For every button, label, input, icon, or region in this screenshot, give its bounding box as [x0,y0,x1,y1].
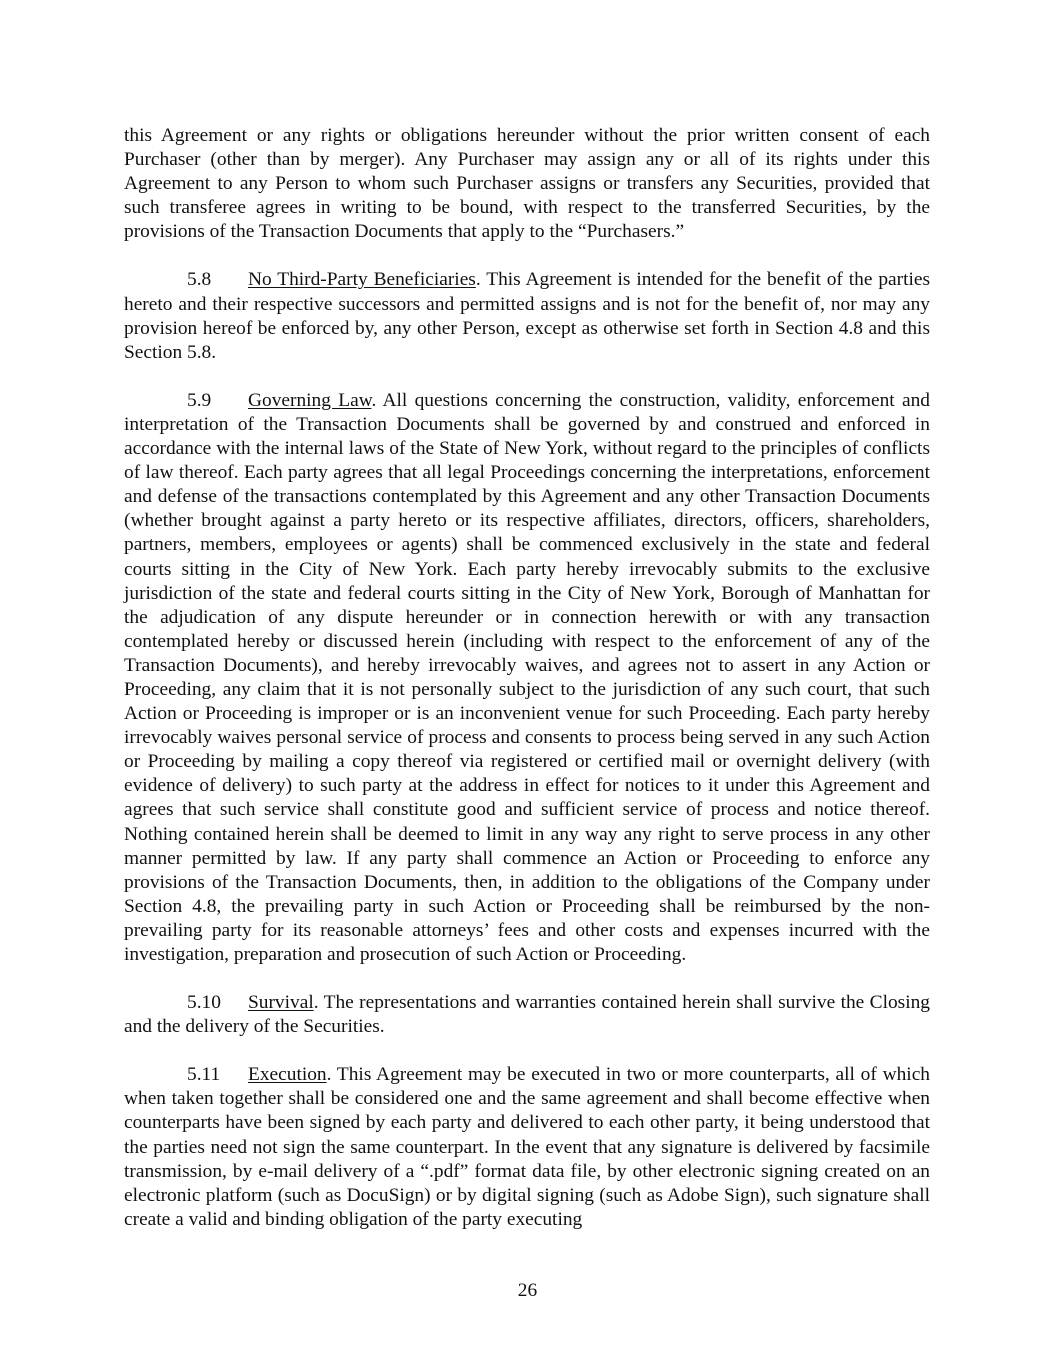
section-body: . All questions concerning the construction, validity, enforcement and interpretation of the Transaction Documents shall be governed by and construed and enforced in accordance with the internal laws of the State of New York, without regard to the principles of conflicts of law thereof. Each party agrees that all legal Proceedings concerning the interpretations, enforcement and defense of the transactions contemplated by this Agreement and any other Transaction Documents (whether brought against a party hereto or its respective affiliates, directors, officers, shareholders, partners, members, employees or agents) shall be commenced exclusively in the state and federal courts sitting in the City of New York. Each party hereby irrevocably submits to the exclusive jurisdiction of the state and federal courts sitting in the City of New York, Borough of Manhattan for the adjudication of any dispute hereunder or in connection herewith or with any transaction contemplated hereby or discussed herein (including with respect to the enforcement of any of the Transaction Documents), and hereby irrevocably waives, and agrees not to assert in any Action or Proceeding, any claim that it is not personally subject to the jurisdiction of any such court, that such Action or Proceeding is improper or is an inconvenient venue for such Proceeding. Each party hereby irrevocably waives personal service of process and consents to process being served in any such Action or Proceeding by mailing a copy thereof via registered or certified mail or overnight delivery (with evidence of delivery) to such party at the address in effect for notices to it under this Agreement and agrees that such service shall constitute good and sufficient service of process and notice thereof. Nothing contained herein shall be deemed to limit in any way any right to serve process in any other manner permitted by law. If any party shall commence an Action or Proceeding to enforce any provisions of the Transaction Documents, then, in addition to the obligations of the Company under Section 4.8, the prevailing party in such Action or Proceeding shall be reimbursed by the non-prevailing party for its reasonable attorneys’ fees and other costs and expenses incurred with the investigation, preparation and prosecution of such Action or Proceeding. [124,389,930,965]
section-5-11 [124,1063,930,1232]
page-number: 26 [517,1280,538,1301]
section-number: 5.10 [187,992,221,1014]
section-body: . The representations and warranties contained herein shall survive the Closing and the delivery of the Securities. [124,992,930,1038]
continuation-paragraph: this Agreement or any rights or obligations hereunder without the prior written consent of each Purchaser (other than by merger). Any Purchaser may assign any or all of its rights under this Agreement to any Person to whom such Purchaser assigns or transfers any Securities, provided that such transferee agrees in writing to be bound, with respect to the transferred Securities, by the provisions of the Transaction Documents that apply to the “Purchasers.” [124,125,930,243]
section-heading: No Third-Party Beneficiaries [248,269,476,291]
section-heading: Survival [248,992,314,1014]
section-body: . This Agreement may be executed in two or more counterparts, all of which when taken together shall be considered one and the same agreement and shall become effective when counterparts have been signed by each party and delivered to each other party, it being understood that the parties need not sign the same counterpart. In the event that any signature is delivered by facsimile transmission, by e-mail delivery of a “.pdf” format data file, by other electronic signing created on an electronic platform (such as DocuSign) or by digital signing (such as Adobe Sign), such signature shall create a valid and binding obligation of the party executing [124,1064,930,1230]
section-5-9 [124,389,930,967]
section-number: 5.11 [187,1064,221,1086]
section-number: 5.9 [187,389,212,411]
section-number: 5.8 [187,269,212,291]
section-heading: Governing Law [248,389,372,411]
section-body: . This Agreement is intended for the benefit of the parties hereto and their respective successors and permitted assigns and is not for the benefit of, nor may any provision hereof be enforced by, any other Person, except as otherwise set forth in Section 4.8 and this Section 5.8. [124,269,931,363]
document-page [124,124,930,1256]
section-heading: Execution [248,1064,327,1086]
section-5-8 [124,268,930,364]
section-5-10 [124,991,930,1039]
